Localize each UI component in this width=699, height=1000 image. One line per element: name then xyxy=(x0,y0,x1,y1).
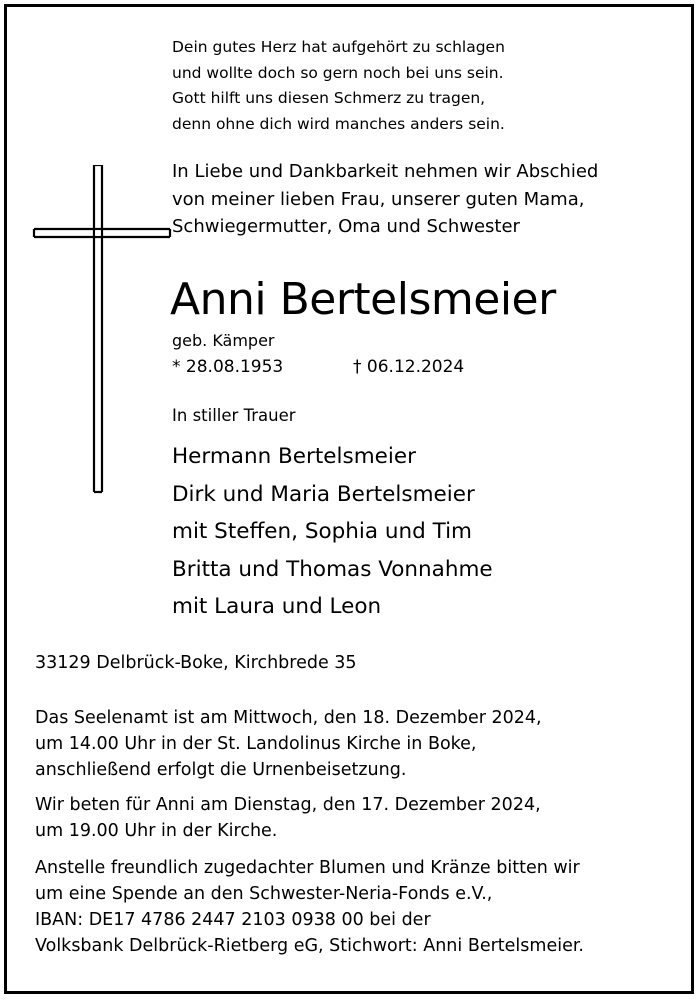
born-name: geb. Kämper xyxy=(172,331,275,350)
service-line: um 14.00 Uhr in der St. Landolinus Kirche in Boke, xyxy=(35,734,477,754)
prayer-line: um 19.00 Uhr in der Kirche. xyxy=(35,821,278,841)
service-info xyxy=(35,705,542,783)
life-dates xyxy=(172,354,572,380)
donation-line: IBAN: DE17 4786 2447 2103 0938 00 bei der xyxy=(35,910,431,930)
birth-date: * 28.08.1953 xyxy=(172,357,284,377)
poem-line: und wollte doch so gern noch bei uns sein. xyxy=(172,63,504,82)
service-line: Das Seelenamt ist am Mittwoch, den 18. Dezember 2024, xyxy=(35,708,542,728)
intro-line: In Liebe und Dankbarkeit nehmen wir Abschied xyxy=(172,161,599,182)
cross-icon xyxy=(30,165,172,497)
poem xyxy=(172,35,505,137)
donation-line: um eine Spende an den Schwester-Neria-Fonds e.V., xyxy=(35,884,493,904)
poem-line: Dein gutes Herz hat aufgehört zu schlagen xyxy=(172,38,505,56)
intro-line: Schwiegermutter, Oma und Schwester xyxy=(172,216,520,237)
prayer-info xyxy=(35,792,541,844)
farewell-intro xyxy=(172,158,598,241)
mourner: mit Steffen, Sophia und Tim xyxy=(172,519,473,544)
mourners-list xyxy=(172,438,493,626)
poem-line: Gott hilft uns diesen Schmerz zu tragen, xyxy=(172,89,486,107)
address: 33129 Delbrück-Boke, Kirchbrede 35 xyxy=(35,653,357,673)
service-line: anschließend erfolgt die Urnenbeisetzung. xyxy=(35,760,407,780)
intro-line: von meiner lieben Frau, unserer guten Mama, xyxy=(172,188,585,210)
prayer-line: Wir beten für Anni am Dienstag, den 17. Dezember 2024, xyxy=(35,795,541,815)
poem-line: denn ohne dich wird manches anders sein. xyxy=(172,114,505,133)
mourner: mit Laura und Leon xyxy=(172,594,382,619)
donation-line: Anstelle freundlich zugedachter Blumen und Kränze bitten wir xyxy=(35,858,580,878)
donation-line: Volksbank Delbrück-Rietberg eG, Stichwort: Anni Bertelsmeier. xyxy=(35,936,584,956)
deceased-name: Anni Bertelsmeier xyxy=(170,274,556,325)
death-date: † 06.12.2024 xyxy=(353,357,465,377)
mourner: Britta und Thomas Vonnahme xyxy=(172,556,493,582)
mourner: Dirk und Maria Bertelsmeier xyxy=(172,481,475,507)
donation-info xyxy=(35,855,584,959)
mourner: Hermann Bertelsmeier xyxy=(172,444,416,469)
mourning-intro: In stiller Trauer xyxy=(172,406,296,425)
